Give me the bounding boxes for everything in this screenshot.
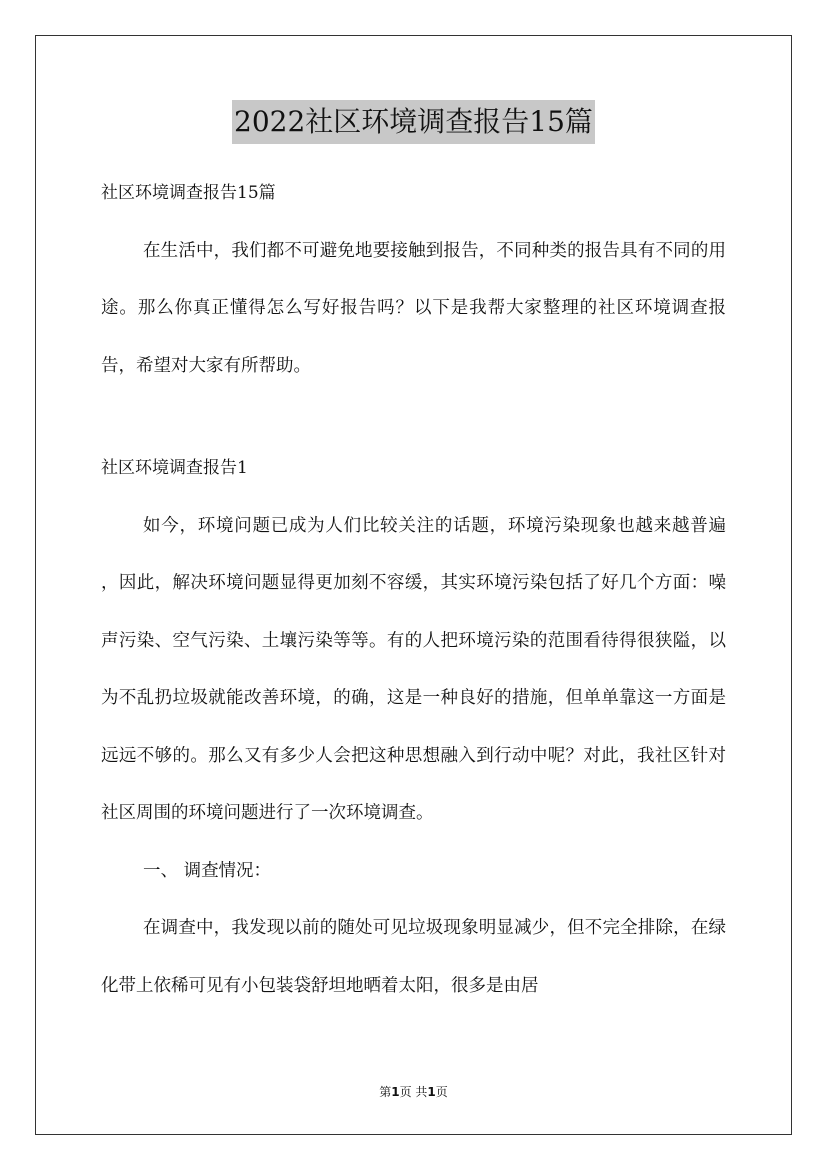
- page-footer: [0, 1082, 827, 1102]
- section-1-paragraph: 如今，环境问题已成为人们比较关注的话题，环境污染现象也越来越普遍 ，因此，解决环境问题显得更加刻不容缓，其实环境污染包括了好几个方面：噪声污染、空气污染、土壤污染等等。有的人把环境污染的范围看待得很狭隘，以为不乱扔垃圾就能改善环境，的确，这是一种良好的措施，但单单靠这一方面是远远不够的。那么又有多少人会把这种思想融入到行动中呢？对此，我社区针对社区周围的环境问题进行了一次环境调查。: [101, 515, 726, 823]
- title-container: [0, 100, 827, 144]
- footer-prefix: 第: [379, 1085, 392, 1099]
- footer-mid: 页 共: [399, 1085, 428, 1099]
- survey-paragraph: 在调查中，我发现以前的随处可见垃圾现象明显减少，但不完全排除，在绿化带上依稀可见有小包装袋舒坦地晒着太阳，很多是由居: [101, 918, 726, 996]
- footer-page-number: 1: [391, 1085, 400, 1099]
- footer-total-pages: 1: [427, 1085, 436, 1099]
- section-spacer: [101, 395, 726, 440]
- survey-heading: 一、 调查情况：: [143, 860, 272, 881]
- footer-suffix: 页: [435, 1085, 448, 1099]
- document-title: 2022社区环境调查报告15篇: [232, 100, 595, 144]
- document-body: [101, 165, 726, 1015]
- subtitle: 社区环境调查报告15篇: [101, 183, 276, 203]
- section-heading-1: 社区环境调查报告1: [101, 458, 248, 478]
- intro-paragraph: 在生活中，我们都不可避免地要接触到报告，不同种类的报告具有不同的用途。那么你真正懂得怎么写好报告吗？以下是我帮大家整理的社区环境调查报告，希望对大家有所帮助。: [101, 240, 726, 376]
